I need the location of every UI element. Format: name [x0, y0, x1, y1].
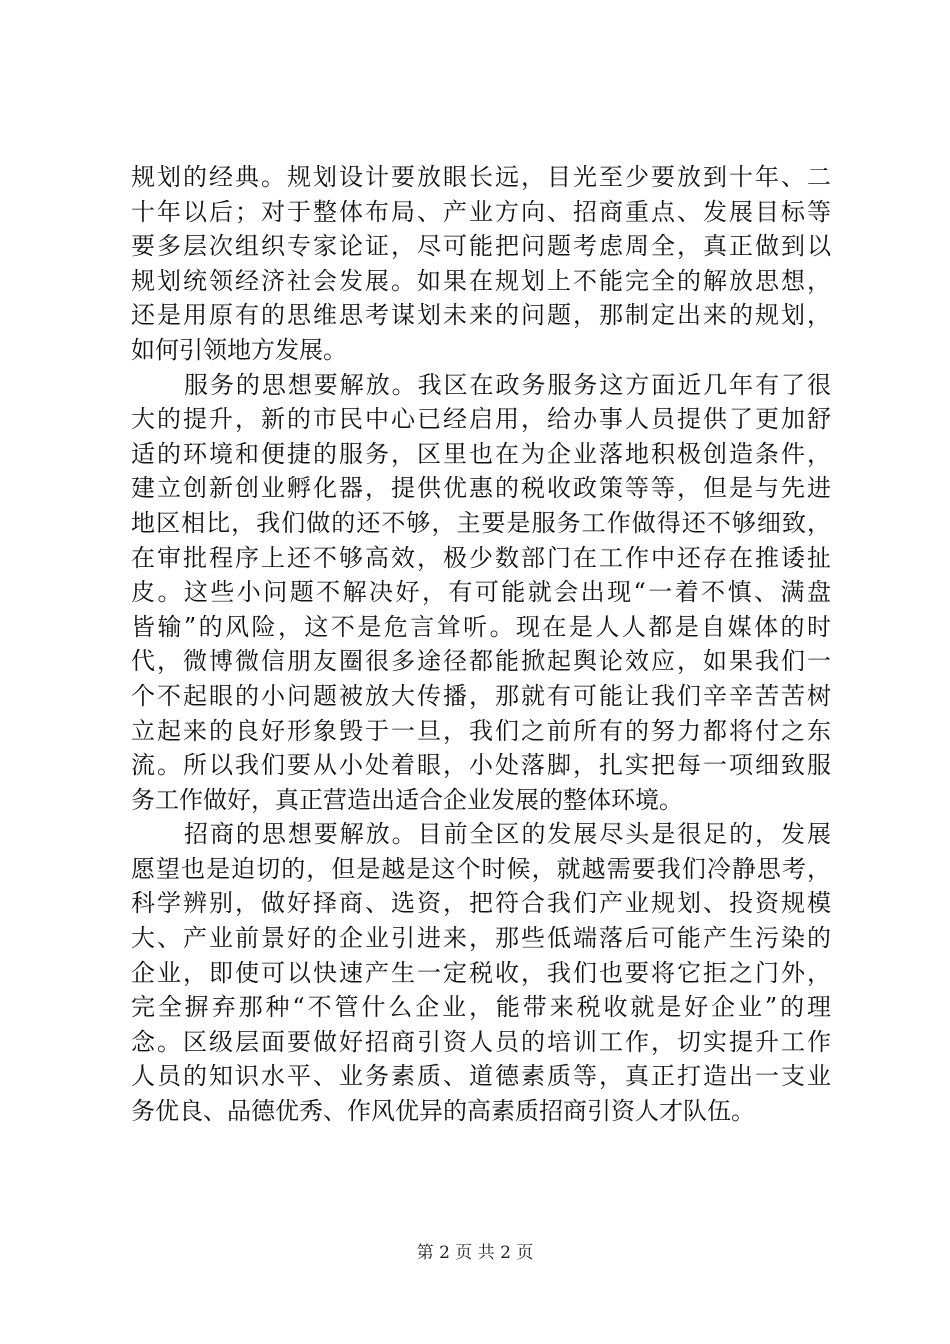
text-line: 还是用原有的思维思考谋划未来的问题，那制定出来的规划，	[131, 301, 831, 330]
text-line: 代，微博微信朋友圈很多途径都能掀起舆论效应，如果我们一	[131, 647, 831, 676]
text-line: 务工作做好，真正营造出适合企业发展的整体环境。	[131, 785, 683, 814]
page-number-footer: 第 2 页 共 2 页	[416, 1243, 534, 1263]
text-line: 立起来的良好形象毁于一旦，我们之前所有的努力都将付之东	[131, 716, 831, 745]
text-line: 规划统领经济社会发展。如果在规划上不能完全的解放思想，	[131, 266, 831, 295]
text-line: 科学辨别，做好择商、选资，把符合我们产业规划、投资规模	[131, 889, 831, 918]
text-line: 人员的知识水平、业务素质、道德素质等，真正打造出一支业	[131, 1062, 831, 1091]
text-line: 务优良、品德优秀、作风优异的高素质招商引资人才队伍。	[131, 1097, 755, 1126]
paragraph-first-line: 服务的思想要解放。我区在政务服务这方面近几年有了很	[184, 370, 831, 399]
document-body	[131, 160, 831, 1129]
text-line: 完全摒弃那种“不管什么企业，能带来税收就是好企业”的理	[131, 993, 831, 1022]
text-line: 建立创新创业孵化器，提供优惠的税收政策等等，但是与先进	[131, 474, 831, 503]
text-line: 个不起眼的小问题被放大传播，那就有可能让我们辛辛苦苦树	[131, 681, 831, 710]
text-line: 如何引领地方发展。	[131, 335, 347, 364]
text-line: 流。所以我们要从小处着眼，小处落脚，扎实把每一项细致服	[131, 751, 831, 780]
text-line: 皮。这些小问题不解决好，有可能就会出现“一着不慎、满盘	[131, 578, 831, 607]
text-line: 大的提升，新的市民中心已经启用，给办事人员提供了更加舒	[131, 405, 831, 434]
text-line: 十年以后；对于整体布局、产业方向、招商重点、发展目标等	[131, 197, 831, 226]
paragraph-first-line: 招商的思想要解放。目前全区的发展尽头是很足的，发展	[184, 820, 831, 849]
text-line: 要多层次组织专家论证，尽可能把问题考虑周全，真正做到以	[131, 232, 831, 261]
text-line: 地区相比，我们做的还不够，主要是服务工作做得还不够细致，	[131, 508, 831, 537]
text-line: 愿望也是迫切的，但是越是这个时候，就越需要我们冷静思考，	[131, 854, 831, 883]
text-line: 念。区级层面要做好招商引资人员的培训工作，切实提升工作	[131, 1027, 831, 1056]
text-line: 大、产业前景好的企业引进来，那些低端落后可能产生污染的	[131, 924, 831, 953]
text-line: 适的环境和便捷的服务，区里也在为企业落地积极创造条件，	[131, 439, 831, 468]
text-line: 皆输”的风险，这不是危言耸听。现在是人人都是自媒体的时	[131, 612, 831, 641]
text-line: 企业，即使可以快速产生一定税收，我们也要将它拒之门外，	[131, 958, 831, 987]
text-line: 规划的经典。规划设计要放眼长远，目光至少要放到十年、二	[131, 163, 831, 191]
text-line: 在审批程序上还不够高效，极少数部门在工作中还存在推诿扯	[131, 543, 831, 572]
